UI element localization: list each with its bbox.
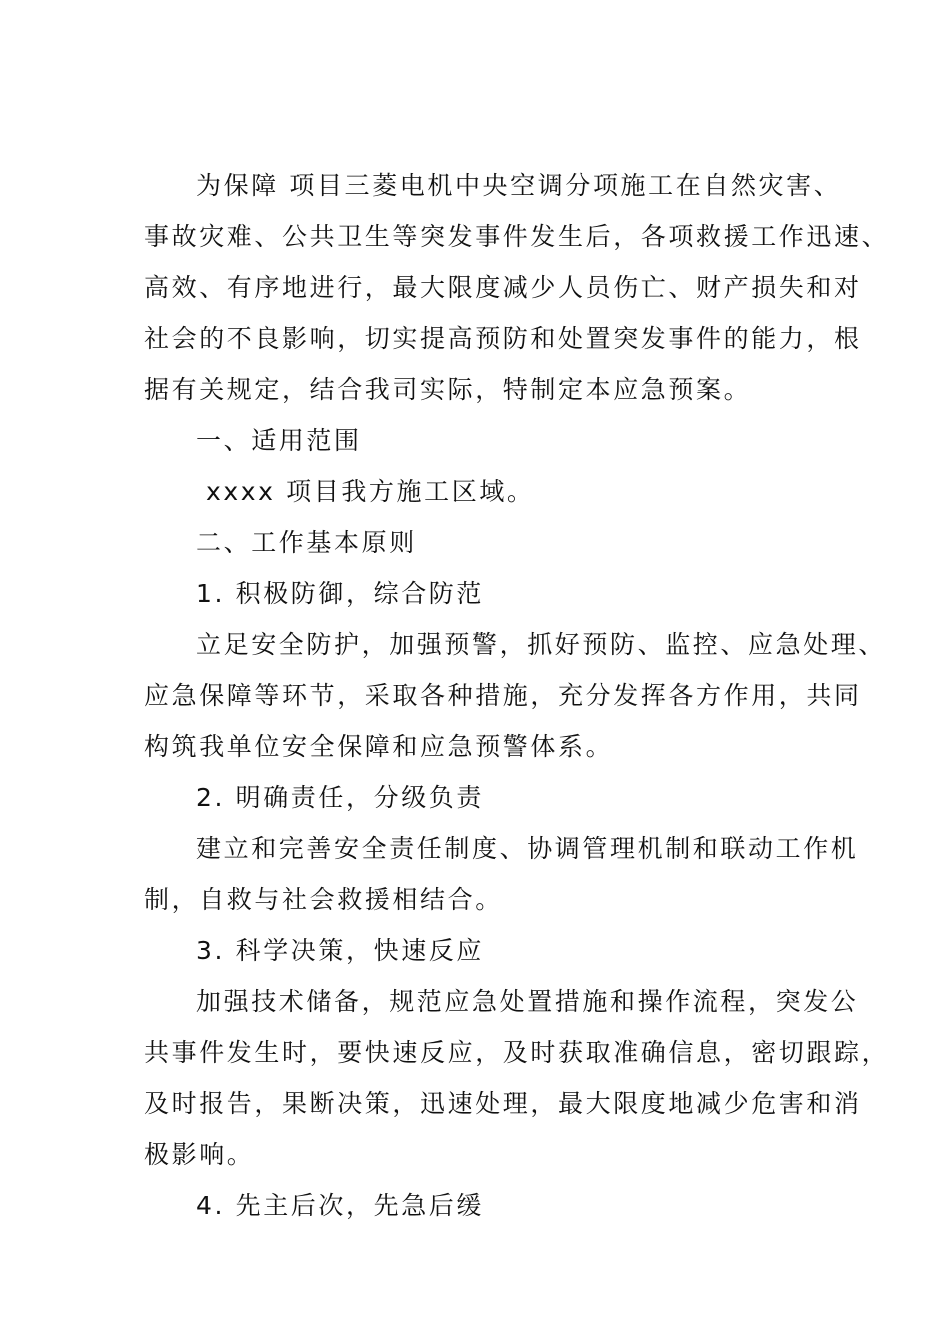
principle-1-body	[144, 670, 862, 772]
principle-3-title	[144, 925, 824, 976]
principle-title: 2. 明确责任，分级负责	[196, 783, 485, 812]
principle-title: 1. 积极防御，综合防范	[196, 579, 485, 608]
intro-line: 为保障 项目三菱电机中央空调分项施工在自然灾害、	[196, 171, 842, 200]
section-heading-scope	[144, 415, 824, 466]
intro-line: 社会的不良影响，切实提高预防和处置突发事件的能力，根	[144, 324, 862, 353]
scope-text: xxxx 项目我方施工区域。	[206, 477, 535, 506]
principle-3-body	[144, 1027, 890, 1180]
principle-line: 及时报告，果断决策，迅速处理，最大限度地减少危害和消	[144, 1089, 862, 1118]
principle-2-body-first	[144, 823, 859, 874]
intro-line: 高效、有序地进行，最大限度减少人员伤亡、财产损失和对	[144, 273, 862, 302]
principle-2-title	[144, 772, 824, 823]
principle-line: 应急保障等环节，采取各种措施，充分发挥各方作用，共同	[144, 681, 862, 710]
principle-4-title	[144, 1180, 824, 1231]
section-title: 二、工作基本原则	[196, 528, 417, 557]
intro-paragraph-cont	[144, 211, 890, 415]
section-heading-principles	[144, 517, 824, 568]
principle-line: 建立和完善安全责任制度、协调管理机制和联动工作机	[196, 834, 859, 863]
principle-line: 极影响。	[144, 1140, 255, 1169]
intro-line: 事故灾难、公共卫生等突发事件发生后，各项救援工作迅速、	[144, 222, 890, 251]
principle-line: 制，自救与社会救援相结合。	[144, 885, 503, 914]
principle-title: 3. 科学决策，快速反应	[196, 936, 485, 965]
principle-line: 共事件发生时，要快速反应，及时获取准确信息，密切跟踪，	[144, 1038, 890, 1067]
principle-line: 构筑我单位安全保障和应急预警体系。	[144, 732, 614, 761]
principle-line: 立足安全防护，加强预警，抓好预防、监控、应急处理、	[196, 630, 887, 659]
section-title: 一、适用范围	[196, 426, 362, 455]
principle-title: 4. 先主后次，先急后缓	[196, 1191, 485, 1220]
principle-1-body-first	[144, 619, 887, 670]
principle-line: 加强技术储备，规范应急处置措施和操作流程，突发公	[196, 987, 859, 1016]
scope-paragraph	[144, 466, 824, 517]
document-body	[144, 160, 890, 1231]
principle-2-body	[144, 874, 824, 925]
intro-line: 据有关规定，结合我司实际，特制定本应急预案。	[144, 375, 752, 404]
principle-1-title	[144, 568, 824, 619]
principle-3-body-first	[144, 976, 859, 1027]
intro-paragraph	[144, 160, 842, 211]
